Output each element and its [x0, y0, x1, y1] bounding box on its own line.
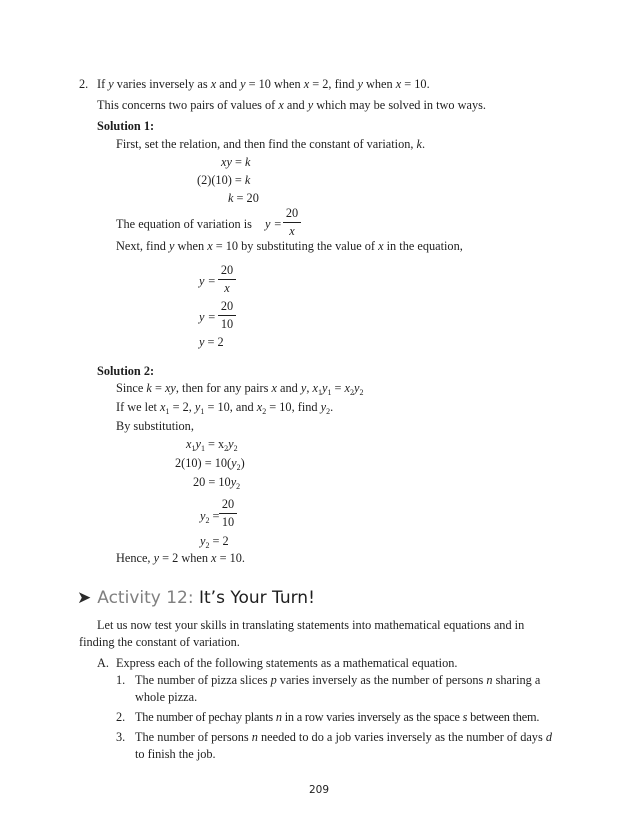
- solution1-eq3: k = 20: [228, 191, 259, 205]
- solution1-eq2: (2)(10) = k: [197, 173, 251, 187]
- solution2-eqC: $20 = 10y_2$: [193, 475, 241, 491]
- item-3-number: 3.: [116, 730, 126, 744]
- problem-statement: If y varies inversely as x and y = 10 when x = 2, find y when x = 10.: [97, 77, 430, 91]
- page-number: 209: [308, 784, 330, 796]
- sub-fraction-1: [218, 263, 236, 296]
- sub-fraction-1-den: x: [224, 281, 230, 295]
- partA-text: Express each of the following statements as a mathematical equation.: [116, 656, 458, 670]
- activity-intro: Let us now test your skills in translating statements into mathematical equations and in finding the constant of variation.: [79, 618, 525, 649]
- solution1-intro: First, set the relation, and then find the constant of variation, k.: [116, 137, 426, 151]
- solution1-result: y = 2: [199, 335, 224, 349]
- solution1-eq1: xy = k: [221, 155, 251, 169]
- partA-letter: A.: [97, 656, 109, 670]
- solution2-fraction-num: 20: [221, 497, 235, 511]
- item-1-text: The number of pizza slices p varies inversely as the number of persons n sharing a whole pizza.: [135, 673, 541, 704]
- solution2-conclusion: Hence, y = 2 when x = 10.: [116, 551, 245, 565]
- sub-y-equals-2: y =: [199, 310, 216, 324]
- equation-fraction: [283, 206, 301, 239]
- solution2-eqB: $2(10) = 10(y_2)$: [175, 456, 245, 472]
- sub-fraction-2: [218, 299, 236, 332]
- item-2-text: The number of pechay plants n in a row varies inversely as the space s between them.: [135, 710, 540, 724]
- solution2-line2: If we let $x_1 = 2$, $y_1 = 10$, and $x_2 = 10$, find $y_2$.: [116, 400, 334, 416]
- solution2-eqA: $x_1y_1 = x_2y_2$: [186, 437, 238, 453]
- sub-fraction-2-num: 20: [220, 299, 234, 313]
- sub-fraction-1-num: 20: [220, 263, 234, 277]
- solution2-fraction-den: 10: [221, 515, 235, 529]
- fraction-denominator: x: [289, 224, 295, 238]
- activity-label: Activity 12:: [97, 588, 194, 608]
- item-1-number: 1.: [116, 673, 126, 687]
- sub-fraction-2-den: 10: [220, 317, 234, 331]
- solution2-line3: By substitution,: [116, 419, 194, 433]
- fraction-numerator: 20: [285, 206, 299, 220]
- activity-heading: [77, 587, 315, 609]
- solution2-y2-equals: $y_2$ =: [200, 509, 220, 525]
- equation-of-variation-text: The equation of variation is: [116, 217, 252, 231]
- problem-intro: This concerns two pairs of values of x and y which may be solved in two ways.: [97, 98, 486, 112]
- solution1-title: Solution 1:: [97, 119, 155, 133]
- arrow-bullet-icon: ➤: [77, 588, 92, 608]
- solution1-next-text: Next, find y when x = 10 by substituting the value of x in the equation,: [116, 239, 463, 253]
- solution2-fraction: [219, 497, 237, 530]
- equation-y-equals: y =: [265, 217, 282, 231]
- item-3-text: The number of persons n needed to do a job varies inversely as the number of days d to finish the job.: [135, 730, 552, 761]
- solution2-line1: Since k = xy, then for any pairs x and y, $x_1y_1 = x_2y_2$: [116, 381, 364, 397]
- solution2-title: Solution 2:: [97, 364, 155, 378]
- solution2-eqE: $y_2 = 2$: [200, 534, 229, 550]
- activity-title: It’s Your Turn!: [199, 588, 315, 608]
- item-2-number: 2.: [116, 710, 126, 724]
- problem-number: 2.: [79, 77, 89, 91]
- sub-y-equals-1: y =: [199, 274, 216, 288]
